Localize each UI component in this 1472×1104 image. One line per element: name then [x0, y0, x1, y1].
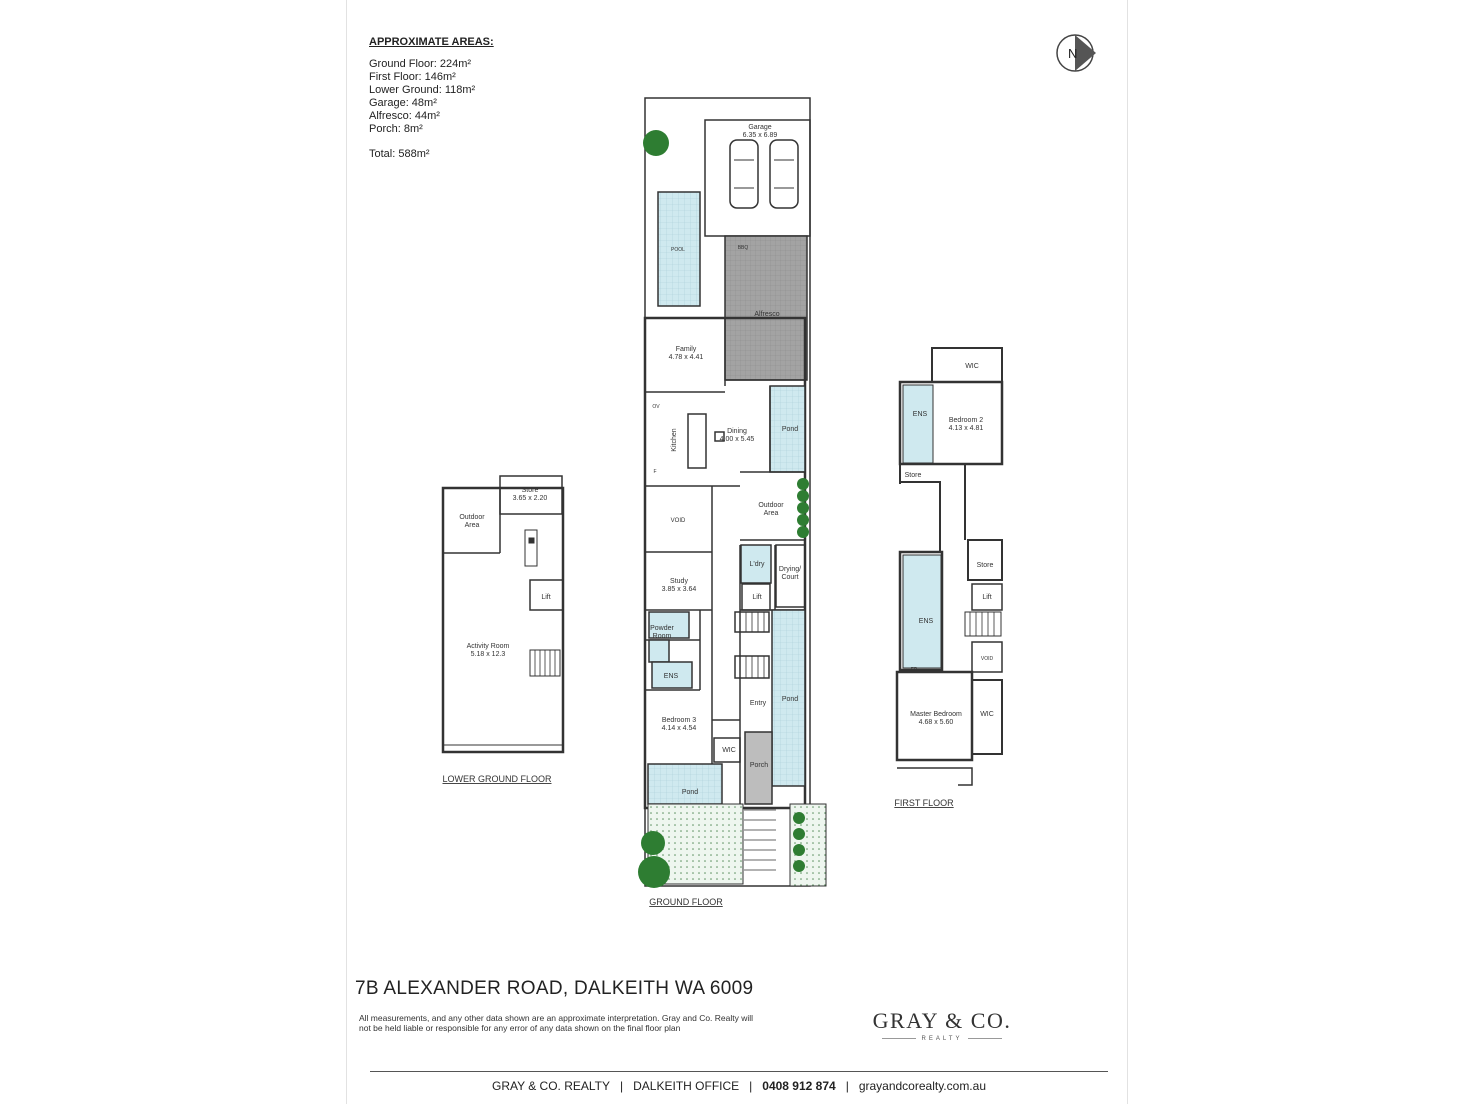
- ens-first-1: [903, 385, 933, 463]
- hedge-icon: [797, 514, 809, 526]
- room-label: 4.00 x 5.45: [719, 436, 755, 443]
- room-label: VOID: [980, 656, 994, 662]
- room-label: Alfresco: [754, 311, 780, 318]
- hedge-icon: [793, 844, 805, 856]
- room-label: Drying/: [778, 566, 802, 573]
- hedge-icon: [797, 478, 809, 490]
- room-label: Bedroom 3: [661, 717, 697, 724]
- room-label: 4.78 x 4.41: [668, 354, 704, 361]
- alfresco-deck: [725, 236, 807, 380]
- room-label: Kitchen: [671, 428, 678, 452]
- room-label: Garage: [748, 124, 772, 131]
- footer-website[interactable]: grayandcorealty.com.au: [858, 1079, 986, 1093]
- tree-icon: [641, 831, 665, 855]
- room-label: L'dry: [749, 561, 765, 568]
- pond-3: [648, 764, 722, 804]
- room-label: 4.14 x 4.54: [661, 725, 697, 732]
- room-label: WIC: [965, 363, 979, 370]
- property-address: 7B ALEXANDER ROAD, DALKEITH WA 6009: [355, 978, 754, 999]
- room-label: Bedroom 2: [948, 417, 984, 424]
- footer-phone[interactable]: 0408 912 874: [762, 1079, 836, 1093]
- room-label: Room: [652, 633, 672, 640]
- room-label: Powder: [650, 625, 674, 632]
- room-label: 3.85 x 3.64: [661, 586, 697, 593]
- room-label: ENS: [918, 618, 934, 625]
- room-label: Pond: [781, 696, 799, 703]
- room-label: 5.18 x 12.3: [470, 651, 506, 658]
- footer-office: DALKEITH OFFICE: [633, 1079, 740, 1093]
- room-label: 6.35 x 6.89: [742, 132, 778, 139]
- area-row: Lower Ground: 118m²: [369, 84, 476, 96]
- lower-ground-labels: [459, 487, 550, 658]
- compass-letter: N: [1068, 46, 1078, 61]
- lower-ground-outline: [443, 488, 563, 752]
- room-label: ENS: [663, 673, 679, 680]
- logo-sub: REALTY: [872, 1036, 1012, 1042]
- room-label: Pond: [681, 789, 699, 796]
- room-label: VOID: [670, 518, 686, 524]
- room-label: Family: [675, 346, 697, 353]
- logo-main: GRAY & CO.: [872, 1008, 1012, 1033]
- areas-heading: APPROXIMATE AREAS:: [369, 36, 494, 48]
- area-total: Total: 588m²: [369, 148, 430, 160]
- hedge-icon: [793, 828, 805, 840]
- room-label: Store: [976, 562, 994, 569]
- agency-logo: [872, 1008, 1012, 1042]
- room-label: Outdoor: [758, 502, 784, 509]
- room-label: POOL: [671, 247, 685, 253]
- room-label: Porch: [749, 762, 769, 769]
- area-row: First Floor: 146m²: [369, 71, 456, 83]
- room-label: Outdoor: [459, 514, 485, 521]
- area-row: Garage: 48m²: [369, 97, 437, 109]
- car-1: [730, 140, 758, 208]
- room-label: WIC: [722, 747, 736, 754]
- room-label: Store: [904, 472, 922, 479]
- room-label: Lift: [541, 594, 551, 601]
- room-label: Master Bedroom: [910, 711, 962, 718]
- bar-bench: [525, 530, 537, 566]
- room-label: BBQ: [737, 245, 749, 251]
- room-label: Area: [763, 510, 779, 517]
- footer-agency: GRAY & CO. REALTY: [491, 1079, 611, 1093]
- room-label: 4.68 x 5.60: [918, 719, 954, 726]
- disclaimer-text: All measurements, and any other data shown are an approximate interpretation. Gray and Co. Realty will not be held liable or responsible for any error of any data shown on the final floor plan: [359, 1013, 754, 1033]
- room-label: 3.65 x 2.20: [512, 495, 548, 502]
- area-row: Ground Floor: 224m²: [369, 58, 472, 70]
- ens-shower: [649, 640, 669, 662]
- hedge-icon: [793, 860, 805, 872]
- room-label: ENS: [912, 411, 928, 418]
- room-label: OV: [652, 404, 660, 410]
- room-label: FP: [910, 667, 918, 673]
- hedge-icon: [797, 490, 809, 502]
- room-label: Dining: [727, 428, 747, 435]
- room-label: Area: [464, 522, 480, 529]
- lower-ground-title: LOWER GROUND FLOOR: [442, 774, 552, 784]
- room-label: Lift: [752, 594, 762, 601]
- first-floor-title: FIRST FLOOR: [894, 798, 954, 808]
- ground-floor-title: GROUND FLOOR: [649, 897, 723, 907]
- room-label: WIC: [980, 711, 994, 718]
- room-label: Pond: [781, 426, 799, 433]
- hedge-icon: [793, 812, 805, 824]
- room-label: Court: [781, 574, 799, 581]
- tree-icon: [638, 856, 670, 888]
- footer-divider: [370, 1071, 1108, 1072]
- area-row: Porch: 8m²: [369, 123, 423, 135]
- room-label: Store: [521, 487, 539, 494]
- footer: GRAY & CO. REALTY | DALKEITH OFFICE | 0408 912 874 | grayandcorealty.com.au: [491, 1079, 986, 1093]
- room-label: Lift: [982, 594, 992, 601]
- store-first: [968, 540, 1002, 580]
- area-row: Alfresco: 44m²: [369, 110, 440, 122]
- hedge-icon: [797, 526, 809, 538]
- tree-icon: [643, 130, 669, 156]
- room-label: Activity Room: [466, 643, 510, 650]
- hedge-icon: [797, 502, 809, 514]
- car-2: [770, 140, 798, 208]
- room-label: Entry: [749, 700, 767, 707]
- kitchen-island: [688, 414, 706, 468]
- room-label: 4.13 x 4.81: [948, 425, 984, 432]
- room-label: F: [653, 469, 657, 475]
- room-label: Study: [670, 578, 688, 585]
